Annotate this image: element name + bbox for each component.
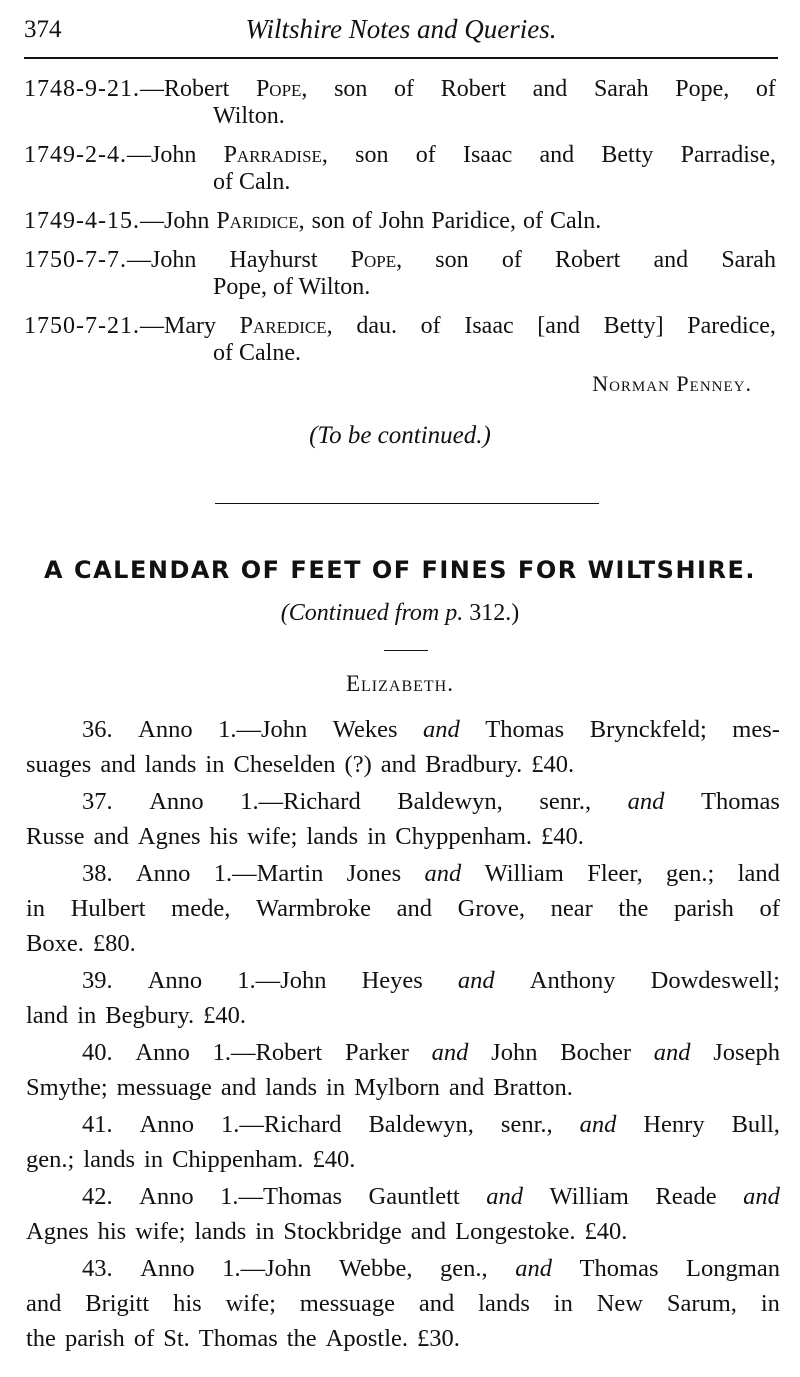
fine-word: 36. (82, 716, 113, 743)
fine-amount: £80. (92, 930, 136, 957)
fine-word: parish (64, 1325, 125, 1352)
fine-word: 1.—Martin (213, 860, 324, 887)
entry-word: Pope, (255, 76, 308, 102)
calendar-subtitle: (Continued from p. 312.) (280, 600, 520, 626)
fine-first-line (26, 1179, 780, 1214)
fine-amount: £40. (312, 1146, 356, 1173)
fine-word: Baldewyn, (397, 788, 503, 815)
fine-word: Sarum, (666, 1290, 737, 1317)
fine-word: Hulbert (70, 895, 146, 922)
fine-word: Longestoke. (455, 1218, 576, 1245)
baptism-entry (24, 142, 776, 196)
fine-entry (26, 1107, 780, 1177)
entry-word: Paridice, (431, 208, 516, 234)
entry-word: —John (139, 208, 210, 234)
fine-word: the (26, 1325, 56, 1352)
entry-word: Sarah (721, 247, 776, 273)
entry-word: Betty] (603, 313, 664, 339)
baptism-entry (24, 208, 776, 235)
fine-word: in (367, 823, 387, 850)
fine-word: Thomas (198, 1325, 278, 1352)
fine-word: in (326, 1074, 346, 1101)
entry-word: Sarah (593, 76, 649, 102)
entry-word: son (311, 208, 345, 234)
entry-word: [and (537, 313, 580, 339)
entry-word: John (378, 208, 425, 234)
fine-word: Henry (643, 1111, 705, 1138)
fine-word: St. (163, 1325, 190, 1352)
fine-word: Reade (655, 1183, 717, 1210)
fine-word: (?) (344, 751, 372, 778)
fine-word: and (26, 1290, 62, 1317)
fine-word: in (26, 895, 46, 922)
page-number: 374 (24, 16, 62, 43)
fine-word: in (77, 1002, 97, 1029)
fine-word: and (220, 1074, 257, 1101)
fine-word: Jones (346, 860, 402, 887)
fine-word: and (448, 1074, 485, 1101)
fine-word: Anno (139, 1111, 195, 1138)
fine-entry (26, 1179, 780, 1249)
fine-first-line (26, 784, 780, 819)
fine-word: lands (306, 823, 359, 850)
entry-word: —Robert (139, 76, 230, 102)
fine-word: Grove, (457, 895, 525, 922)
fine-word: wife; (247, 823, 298, 850)
fine-word: and (410, 1218, 447, 1245)
fine-word: 37. (82, 788, 113, 815)
fine-word: Gauntlett (368, 1183, 460, 1210)
fine-word: Agnes (137, 823, 201, 850)
fine-entry (26, 712, 780, 782)
fine-word: of (759, 895, 780, 922)
fine-word: New (596, 1290, 643, 1317)
entry-date: 1749-4-15. (24, 208, 140, 234)
fine-line (26, 1142, 780, 1177)
fine-word: Begbury. (105, 1002, 195, 1029)
entry-word: Paridice, (216, 208, 305, 234)
fine-entry (26, 784, 780, 854)
fine-word: 39. (82, 967, 113, 994)
entry-word: Paredice, (239, 313, 333, 339)
entry-word: and (539, 142, 575, 168)
baptism-entry (24, 76, 776, 130)
fine-word: and (653, 1039, 691, 1066)
fine-word: in (255, 1218, 275, 1245)
fine-word: messuage (116, 1074, 212, 1101)
fine-entry (26, 1035, 780, 1105)
entry-word: Parradise, (223, 142, 328, 168)
fine-word: in (760, 1290, 780, 1317)
entry-word: of (415, 142, 436, 168)
fine-word: Stockbridge (283, 1218, 402, 1245)
fines-list (26, 712, 780, 1358)
fine-word: Webbe, (338, 1255, 413, 1282)
running-title: Wiltshire Notes and Queries. (245, 14, 557, 44)
fine-word: Anno (140, 1255, 195, 1282)
fine-first-line (26, 856, 780, 891)
fine-word: and (486, 1183, 523, 1210)
entry-word: and (653, 247, 689, 273)
fine-word: senr., (500, 1111, 553, 1138)
fine-word: lands (265, 1074, 318, 1101)
fine-line (26, 926, 780, 961)
fine-first-line (26, 1035, 780, 1070)
fine-word: Anno (149, 788, 204, 815)
fine-line (26, 891, 780, 926)
fine-word: and (418, 1290, 455, 1317)
fine-word: Joseph (713, 1039, 780, 1066)
fine-word: and (100, 751, 136, 778)
fine-word: lands (478, 1290, 530, 1317)
fine-word: and (431, 1039, 469, 1066)
fine-word: Fleer, (587, 860, 643, 887)
fine-word: and (424, 860, 462, 887)
fine-word: 1.—John (222, 1255, 312, 1282)
fine-word: and (579, 1111, 617, 1138)
fine-word: Warmbroke (255, 895, 372, 922)
entry-word: Hayhurst (229, 247, 318, 273)
fine-word: Anno (135, 1039, 190, 1066)
header-rule (24, 57, 778, 59)
entry-word: Caln. (549, 208, 602, 234)
entry-date: 1748-9-21. (24, 76, 140, 102)
fine-word: Baldewyn, (368, 1111, 474, 1138)
fine-word: Anno (139, 1183, 194, 1210)
fine-word: 38. (82, 860, 113, 887)
fine-word: mes- (732, 716, 780, 743)
fine-entry (26, 1251, 780, 1356)
calendar-title: A CALENDAR OF FEET OF FINES FOR WILTSHIRE. (44, 556, 756, 584)
fine-line (26, 1286, 780, 1321)
entry-continuation: of Caln. (213, 169, 291, 195)
fine-amount: £40. (531, 751, 575, 778)
fine-word: Dowdeswell; (650, 967, 780, 994)
fine-word: Longman (686, 1255, 780, 1282)
fine-word: Wekes (332, 716, 398, 743)
fine-word: Heyes (361, 967, 423, 994)
fine-word: Anno (135, 860, 191, 887)
fine-entry (26, 856, 780, 961)
fine-word: land (737, 860, 780, 887)
fine-word: lands (144, 751, 197, 778)
fine-word: 40. (82, 1039, 113, 1066)
entry-line (24, 313, 776, 340)
entry-word: —John (126, 247, 197, 273)
fine-word: suages (26, 751, 92, 778)
fine-word: Thomas (579, 1255, 659, 1282)
fine-word: and (93, 823, 129, 850)
fine-word: 41. (82, 1111, 113, 1138)
entry-word: of (501, 247, 522, 273)
entry-line (24, 142, 776, 169)
fine-word: Boxe. (26, 930, 84, 957)
fine-word: Anno (138, 716, 193, 743)
fine-word: and (380, 751, 417, 778)
fine-word: messuage (299, 1290, 396, 1317)
entry-word: dau. (356, 313, 397, 339)
signature: Norman Penney. (592, 371, 752, 396)
continued-note: (To be continued.) (309, 422, 491, 449)
fine-word: 1.—Richard (240, 788, 361, 815)
entry-word: of (755, 76, 776, 102)
entry-line (24, 208, 776, 235)
fine-word: land (26, 1002, 69, 1029)
fine-word: 43. (82, 1255, 113, 1282)
fine-line (26, 1321, 780, 1356)
baptism-entry (24, 247, 776, 301)
fine-word: Bull, (731, 1111, 780, 1138)
entry-continuation: Pope, of Wilton. (213, 274, 371, 300)
entry-word: Pope, (675, 76, 730, 102)
fine-word: his (97, 1218, 127, 1245)
fine-word: wife; (135, 1218, 186, 1245)
entry-word: Parradise, (680, 142, 776, 168)
fine-line (26, 1214, 780, 1249)
fine-word: lands (194, 1218, 247, 1245)
fine-line (26, 747, 780, 782)
entry-continuation: Wilton. (213, 103, 285, 129)
entry-date: 1750-7-21. (24, 313, 140, 339)
entry-word: Robert (554, 247, 621, 273)
fine-word: of (133, 1325, 155, 1352)
entry-date: 1750-7-7. (24, 247, 127, 273)
fine-word: Chippenham. (172, 1146, 304, 1173)
fine-word: Anthony (529, 967, 616, 994)
fine-entry (26, 963, 780, 1033)
fine-word: 1.—Richard (221, 1111, 342, 1138)
fine-word: 1.—Robert (212, 1039, 323, 1066)
fine-word: parish (673, 895, 734, 922)
entry-word: Betty (601, 142, 654, 168)
fine-line (26, 998, 780, 1033)
entry-word: of (394, 76, 415, 102)
fine-word: and (627, 788, 665, 815)
fine-word: Mylborn (354, 1074, 440, 1101)
entry-word: son (334, 76, 368, 102)
reign-heading: Elizabeth. (345, 671, 454, 696)
entry-word: son (435, 247, 469, 273)
entry-continuation: of Calne. (213, 340, 301, 366)
fine-first-line (26, 1107, 780, 1142)
entry-word: son (355, 142, 389, 168)
fine-word: and (457, 967, 495, 994)
fine-word: and (743, 1183, 780, 1210)
entry-word: and (532, 76, 568, 102)
fine-amount: £40. (584, 1218, 628, 1245)
fine-word: William (484, 860, 564, 887)
fine-word: 1.—John (237, 967, 327, 994)
fine-word: Brynckfeld; (589, 716, 707, 743)
fine-word: the (286, 1325, 317, 1352)
fine-word: and (515, 1255, 552, 1282)
entry-word: —John (126, 142, 197, 168)
fine-word: in (553, 1290, 573, 1317)
entry-line (24, 247, 776, 274)
fine-word: his (209, 823, 239, 850)
fine-first-line (26, 1251, 780, 1286)
fine-word: Thomas (485, 716, 565, 743)
fine-word: John (491, 1039, 538, 1066)
fine-word: senr., (539, 788, 592, 815)
fine-word: near (550, 895, 593, 922)
entry-word: of (351, 208, 372, 234)
fine-amount: £40. (203, 1002, 247, 1029)
fine-word: Parker (344, 1039, 409, 1066)
fine-word: gen.; (26, 1146, 75, 1173)
fine-word: Bratton. (493, 1074, 573, 1101)
fine-word: gen., (440, 1255, 488, 1282)
fine-word: 1.—John (218, 716, 308, 743)
fine-word: Brigitt (85, 1290, 150, 1317)
fine-word: gen.; (666, 860, 715, 887)
entry-word: Robert (440, 76, 507, 102)
section-divider (215, 503, 599, 504)
fine-word: 42. (82, 1183, 113, 1210)
entry-word: Isaac (464, 313, 514, 339)
fine-line (26, 1070, 780, 1105)
fine-word: Chyppenham. (395, 823, 533, 850)
fine-word: the (618, 895, 649, 922)
fine-word: and (396, 895, 433, 922)
fine-first-line (26, 963, 780, 998)
fine-line (26, 819, 780, 854)
fine-word: in (205, 751, 225, 778)
fine-word: Russe (26, 823, 85, 850)
entry-word: of (522, 208, 543, 234)
fine-word: Smythe; (26, 1074, 108, 1101)
baptism-entry (24, 313, 776, 367)
fine-word: 1.—Thomas (220, 1183, 342, 1210)
fine-word: William (549, 1183, 629, 1210)
fine-word: his (173, 1290, 202, 1317)
fine-word: mede, (171, 895, 231, 922)
baptism-entries (24, 76, 776, 379)
fine-word: lands (83, 1146, 136, 1173)
entry-word: Paredice, (687, 313, 776, 339)
entry-word: —Mary (139, 313, 216, 339)
fine-amount: £30. (417, 1325, 460, 1352)
fine-word: Bocher (560, 1039, 631, 1066)
fine-word: and (423, 716, 460, 743)
fine-word: wife; (225, 1290, 276, 1317)
fine-word: Bradbury. (425, 751, 523, 778)
fine-word: Agnes (26, 1218, 89, 1245)
fine-word: in (144, 1146, 164, 1173)
entry-word: of (420, 313, 441, 339)
entry-date: 1749-2-4. (24, 142, 127, 168)
entry-word: Pope, (350, 247, 403, 273)
entry-line (24, 76, 776, 103)
fine-amount: £40. (541, 823, 584, 850)
fine-word: Thomas (701, 788, 780, 815)
fine-word: Anno (147, 967, 203, 994)
fine-first-line (26, 712, 780, 747)
short-rule (384, 650, 428, 651)
fine-word: Apostle. (325, 1325, 409, 1352)
page-header (24, 10, 778, 46)
fine-word: Cheselden (233, 751, 336, 778)
entry-word: Isaac (462, 142, 513, 168)
